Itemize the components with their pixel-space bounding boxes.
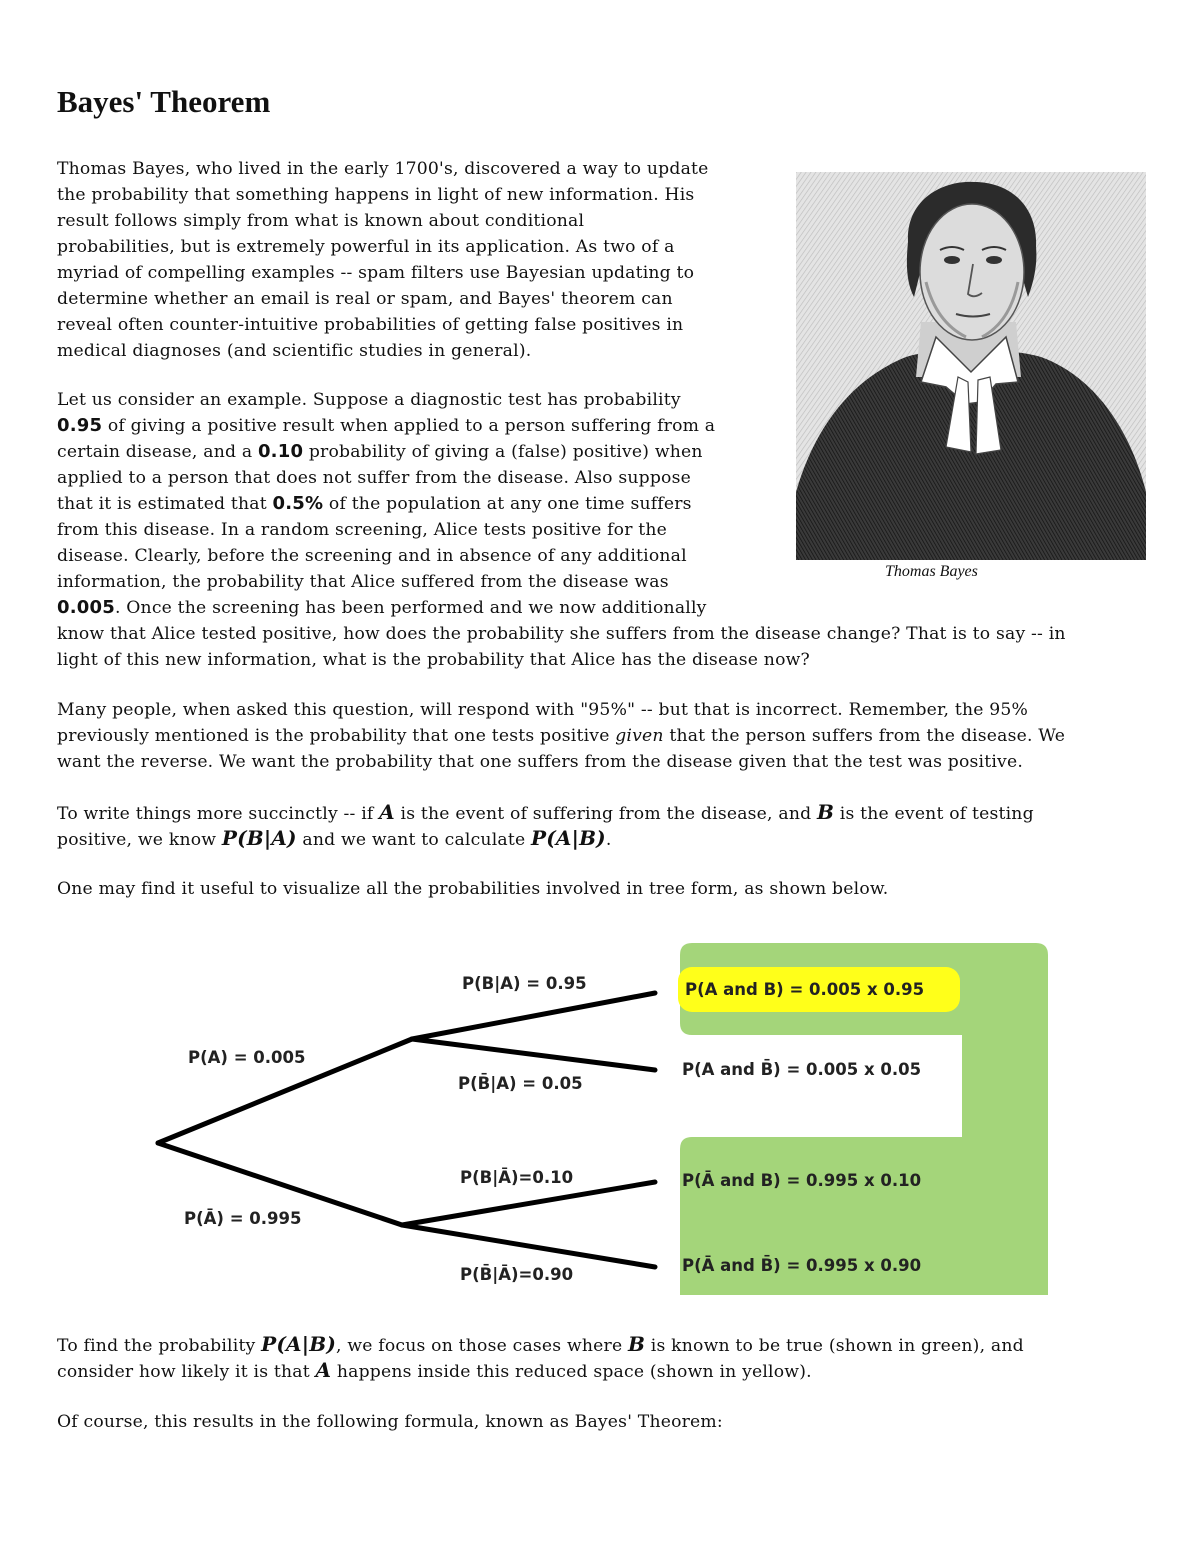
p-b-given-a: P(B|A) (221, 826, 297, 850)
succinct-line (57, 799, 1034, 825)
many-line: Many people, when asked this question, will respond with "95%" -- but that is incorrect. Remember, the 95% (57, 700, 1029, 720)
value-0-5-percent: 0.5% (272, 493, 324, 514)
leaf-a-and-b: P(A and B) = 0.005 x 0.95 (685, 980, 925, 999)
label-p-b-given-a: P(B|A) = 0.95 (462, 974, 587, 993)
many-line (57, 723, 1065, 749)
p-a-given-b: P(A|B) (530, 826, 606, 850)
many-text: that the person suffers from the disease. We (663, 726, 1066, 746)
probability-tree-diagram (140, 935, 1060, 1295)
value-0-10: 0.10 (257, 441, 304, 462)
intro-line: myriad of compelling examples -- spam filters use Bayesian updating to (57, 263, 695, 283)
succinct-text: is the event of suffering from the disease, and (394, 804, 817, 824)
example-text: that it is estimated that (57, 494, 273, 514)
symbol-a: A (379, 800, 395, 824)
example-line: from this disease. In a random screening, Alice tests positive for the (57, 520, 668, 540)
find-line (57, 1331, 1024, 1357)
course-paragraph (57, 1409, 723, 1435)
portrait-caption: Thomas Bayes (885, 563, 978, 580)
given-emphasis: given (615, 726, 664, 746)
example-line: know that Alice tested positive, how does the probability she suffers from the disease change? That is to say -- in (57, 624, 1066, 644)
intro-line: determine whether an email is real or spam, and Bayes' theorem can (57, 289, 673, 309)
visualize-paragraph (57, 876, 888, 902)
succinct-text: To write things more succinctly -- if (57, 804, 380, 824)
example-line (57, 595, 1066, 621)
find-text: consider how likely it is that (57, 1362, 316, 1382)
intro-line: the probability that something happens in light of new information. His (57, 185, 695, 205)
intro-line: medical diagnoses (and scientific studies in general). (57, 341, 532, 361)
label-p-not-b-given-a: P(B̄|A) = 0.05 (458, 1074, 583, 1093)
symbol-b: B (816, 800, 835, 824)
example-text: certain disease, and a (57, 442, 258, 462)
thomas-bayes-portrait (796, 172, 1146, 560)
page-title: Bayes' Theorem (57, 84, 271, 119)
succinct-text: and we want to calculate (296, 830, 531, 850)
succinct-paragraph (57, 799, 1034, 851)
find-line (57, 1357, 1024, 1383)
intro-line: Thomas Bayes, who lived in the early 1700's, discovered a way to update (57, 159, 709, 179)
branch-b-given-a (412, 993, 655, 1039)
example-text: of the population at any one time suffers (323, 494, 692, 514)
label-p-not-a: P(Ā) = 0.995 (184, 1209, 302, 1228)
succinct-text: . (605, 830, 612, 850)
find-text: happens inside this reduced space (shown in yellow). (331, 1362, 812, 1382)
find-text: , we focus on those cases where (336, 1336, 628, 1356)
leaf-a-and-not-b: P(A and B̄) = 0.005 x 0.05 (682, 1060, 922, 1079)
label-p-not-b-given-not-a: P(B̄|Ā)=0.90 (460, 1265, 574, 1284)
find-paragraph (57, 1331, 1024, 1383)
example-text: of giving a positive result when applied to a person suffering from a (102, 416, 716, 436)
many-text: previously mentioned is the probability that one tests positive (57, 726, 616, 746)
leaf-not-a-and-not-b: P(Ā and B̄) = 0.995 x 0.90 (682, 1256, 922, 1275)
succinct-text: is the event of testing (834, 804, 1034, 824)
example-line: Let us consider an example. Suppose a diagnostic test has probability (57, 390, 681, 410)
value-0-95: 0.95 (57, 415, 103, 436)
symbol-a: A (315, 1358, 332, 1382)
example-line: information, the probability that Alice suffered from the disease was (57, 572, 669, 592)
symbol-b: B (628, 1332, 646, 1356)
branch-not-b-given-a (412, 1039, 655, 1070)
intro-line: result follows simply from what is known about conditional (57, 211, 585, 231)
example-text: . Once the screening has been performed and we now additionally (114, 598, 707, 618)
label-p-b-given-not-a: P(B|Ā)=0.10 (460, 1168, 574, 1187)
succinct-text: positive, we know (57, 830, 222, 850)
label-p-a: P(A) = 0.005 (188, 1048, 306, 1067)
value-0-005: 0.005 (57, 597, 115, 618)
example-line: applied to a person that does not suffer from the disease. Also suppose (57, 468, 691, 488)
many-people-paragraph (57, 697, 1065, 775)
example-text: probability of giving a (false) positive) when (303, 442, 703, 462)
many-line: want the reverse. We want the probability that one suffers from the disease given that the test was positive. (57, 752, 1023, 772)
example-line: disease. Clearly, before the screening and in absence of any additional (57, 546, 687, 566)
intro-line: probabilities, but is extremely powerful in its application. As two of a (57, 237, 675, 257)
find-text: To find the probability (57, 1336, 262, 1356)
branch-b-given-not-a (402, 1182, 655, 1225)
find-text: is known to be true (shown in green), and (645, 1336, 1024, 1356)
branch-not-b-given-not-a (402, 1225, 655, 1267)
leaf-not-a-and-b: P(Ā and B) = 0.995 x 0.10 (682, 1171, 922, 1190)
example-line: light of this new information, what is the probability that Alice has the disease now? (57, 650, 810, 670)
visualize-line: One may find it useful to visualize all the probabilities involved in tree form, as shown below. (57, 879, 889, 899)
intro-line: reveal often counter-intuitive probabilities of getting false positives in (57, 315, 684, 335)
p-a-given-b: P(A|B) (261, 1332, 337, 1356)
course-line: Of course, this results in the following formula, known as Bayes' Theorem: (57, 1412, 723, 1432)
intro-paragraph (57, 156, 709, 364)
succinct-line (57, 825, 1034, 851)
